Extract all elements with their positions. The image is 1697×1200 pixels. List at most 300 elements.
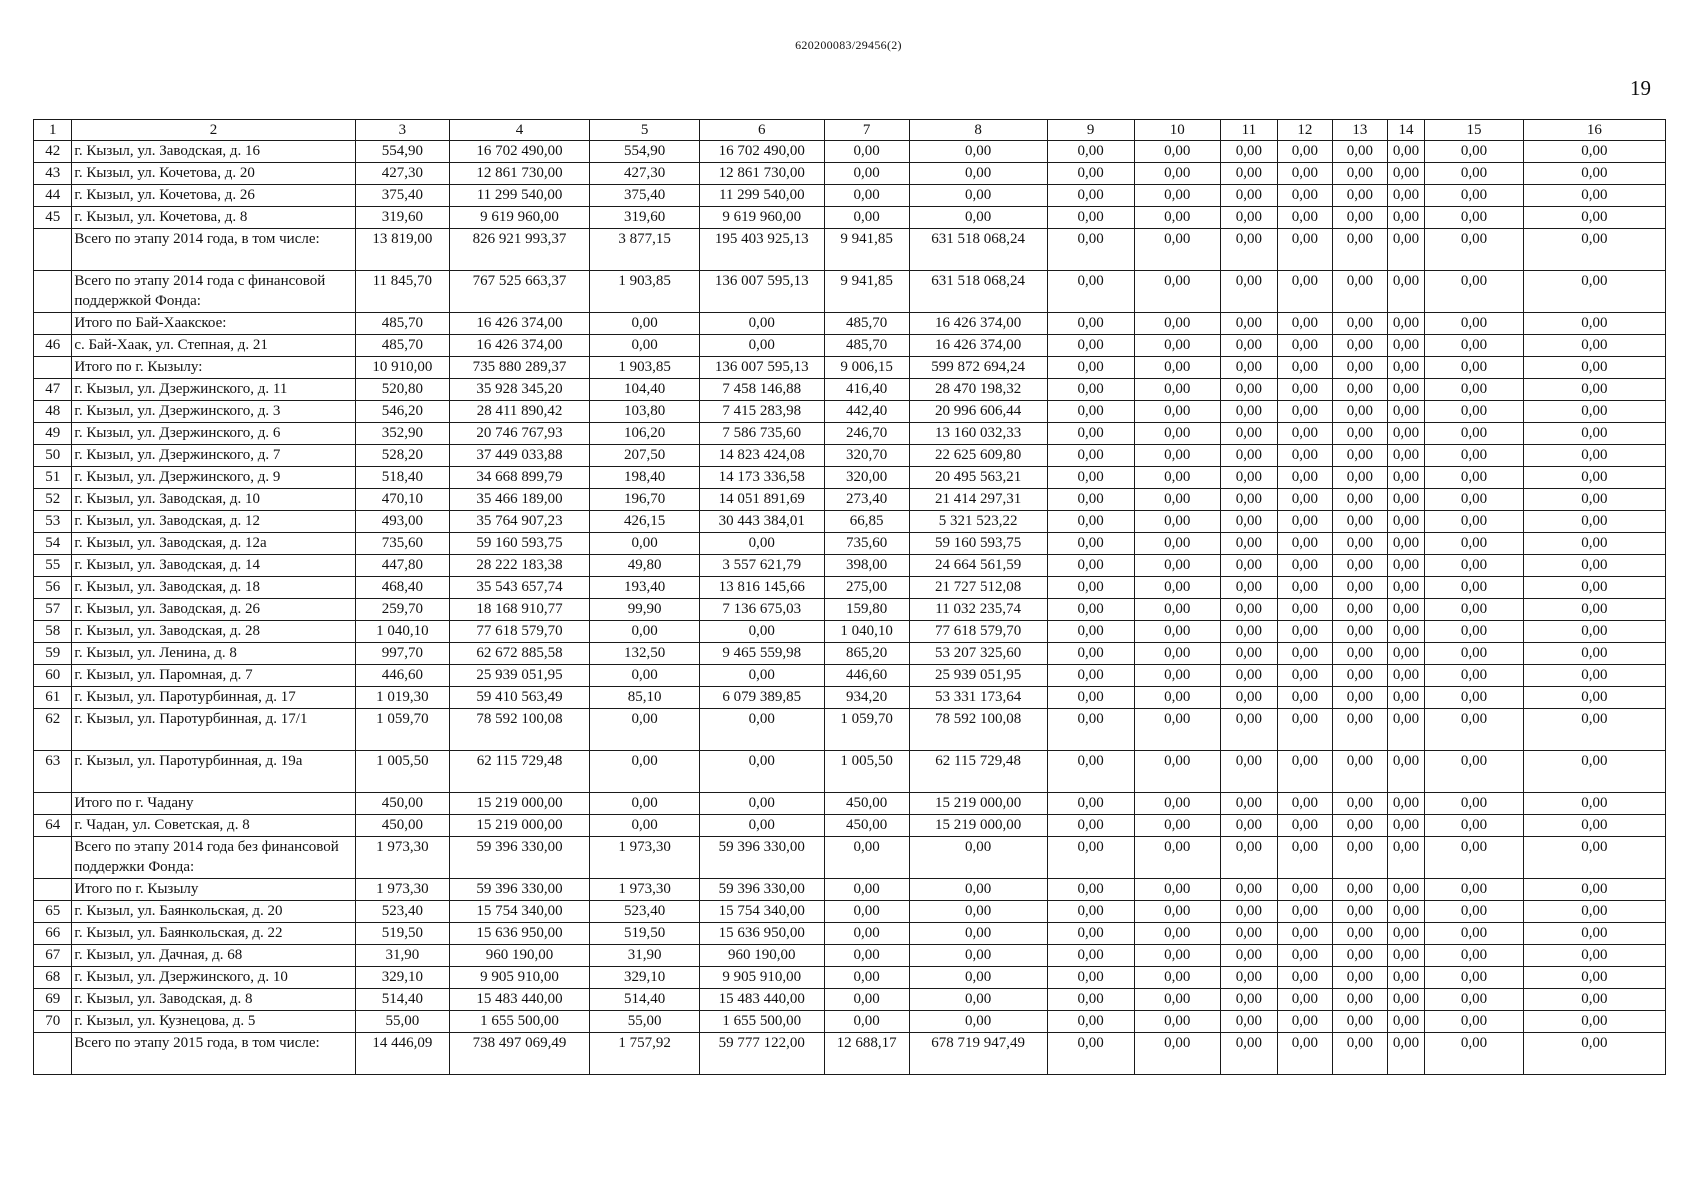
table-row: [34, 163, 1666, 185]
data-table: [33, 119, 1666, 1075]
value-cell: 0,00: [1134, 1033, 1220, 1075]
value-cell: 35 764 907,23: [450, 511, 590, 533]
row-number-cell: 43: [34, 163, 72, 185]
value-cell: 0,00: [1523, 665, 1665, 687]
value-cell: 735 880 289,37: [450, 357, 590, 379]
value-cell: 0,00: [1047, 879, 1134, 901]
value-cell: 1 059,70: [824, 709, 909, 751]
value-cell: 0,00: [1523, 445, 1665, 467]
value-cell: 0,00: [1425, 467, 1524, 489]
value-cell: 0,00: [1134, 665, 1220, 687]
value-cell: 14 173 336,58: [700, 467, 825, 489]
value-cell: 0,00: [824, 923, 909, 945]
value-cell: 0,00: [1387, 401, 1424, 423]
value-cell: 0,00: [1220, 489, 1277, 511]
table-row: [34, 901, 1666, 923]
value-cell: 0,00: [1523, 643, 1665, 665]
value-cell: 0,00: [1134, 1011, 1220, 1033]
value-cell: 0,00: [909, 923, 1047, 945]
value-cell: 0,00: [1332, 621, 1387, 643]
value-cell: 0,00: [1332, 599, 1387, 621]
value-cell: 0,00: [1277, 1011, 1332, 1033]
value-cell: 0,00: [1134, 271, 1220, 313]
value-cell: 0,00: [824, 185, 909, 207]
value-cell: 0,00: [1277, 207, 1332, 229]
value-cell: 0,00: [1047, 271, 1134, 313]
value-cell: 514,40: [355, 989, 449, 1011]
value-cell: 1 757,92: [590, 1033, 700, 1075]
address-cell: г. Кызыл, ул. Дзержинского, д. 10: [72, 967, 355, 989]
column-number-2: 2: [72, 120, 355, 141]
value-cell: 0,00: [1523, 379, 1665, 401]
value-cell: 0,00: [1332, 1033, 1387, 1075]
row-number-cell: [34, 357, 72, 379]
value-cell: 519,50: [355, 923, 449, 945]
value-cell: 1 019,30: [355, 687, 449, 709]
value-cell: 0,00: [1277, 401, 1332, 423]
value-cell: 0,00: [909, 837, 1047, 879]
value-cell: 0,00: [1134, 967, 1220, 989]
value-cell: 0,00: [1332, 423, 1387, 445]
value-cell: 0,00: [1523, 793, 1665, 815]
value-cell: 35 543 657,74: [450, 577, 590, 599]
value-cell: 0,00: [1134, 643, 1220, 665]
value-cell: 0,00: [1523, 837, 1665, 879]
address-cell: г. Кызыл, ул. Дзержинского, д. 3: [72, 401, 355, 423]
value-cell: 0,00: [590, 533, 700, 555]
value-cell: 554,90: [590, 141, 700, 163]
value-cell: 0,00: [1277, 945, 1332, 967]
row-number-cell: [34, 879, 72, 901]
value-cell: 104,40: [590, 379, 700, 401]
value-cell: 0,00: [1220, 837, 1277, 879]
table-body: [34, 141, 1666, 1075]
table-row: [34, 621, 1666, 643]
value-cell: 0,00: [1387, 599, 1424, 621]
value-cell: 1 005,50: [824, 751, 909, 793]
value-cell: 9 905 910,00: [700, 967, 825, 989]
value-cell: 35 928 345,20: [450, 379, 590, 401]
value-cell: 0,00: [1425, 1011, 1524, 1033]
value-cell: 62 115 729,48: [450, 751, 590, 793]
row-number-cell: 59: [34, 643, 72, 665]
row-number-cell: 56: [34, 577, 72, 599]
value-cell: 9 619 960,00: [700, 207, 825, 229]
table-row: [34, 1033, 1666, 1075]
value-cell: 0,00: [824, 967, 909, 989]
value-cell: 0,00: [1332, 511, 1387, 533]
value-cell: 7 415 283,98: [700, 401, 825, 423]
value-cell: 0,00: [1332, 185, 1387, 207]
value-cell: 0,00: [700, 335, 825, 357]
row-number-cell: 50: [34, 445, 72, 467]
row-number-cell: 64: [34, 815, 72, 837]
value-cell: 0,00: [1134, 621, 1220, 643]
value-cell: 0,00: [1134, 313, 1220, 335]
value-cell: 0,00: [1387, 577, 1424, 599]
value-cell: 15 483 440,00: [700, 989, 825, 1011]
value-cell: 132,50: [590, 643, 700, 665]
address-cell: г. Кызыл, ул. Паротурбинная, д. 19а: [72, 751, 355, 793]
address-cell: г. Кызыл, ул. Заводская, д. 12а: [72, 533, 355, 555]
address-cell: г. Кызыл, ул. Заводская, д. 18: [72, 577, 355, 599]
value-cell: 13 819,00: [355, 229, 449, 271]
table-row: [34, 401, 1666, 423]
value-cell: 0,00: [1277, 555, 1332, 577]
value-cell: 0,00: [1220, 357, 1277, 379]
value-cell: 1 903,85: [590, 357, 700, 379]
address-cell: г. Кызыл, ул. Дзержинского, д. 6: [72, 423, 355, 445]
value-cell: 485,70: [355, 313, 449, 335]
value-cell: 9 465 559,98: [700, 643, 825, 665]
column-number-13: 13: [1332, 120, 1387, 141]
value-cell: 0,00: [1220, 599, 1277, 621]
value-cell: 21 727 512,08: [909, 577, 1047, 599]
value-cell: 0,00: [1047, 357, 1134, 379]
table-row: [34, 313, 1666, 335]
value-cell: 0,00: [1387, 709, 1424, 751]
value-cell: 78 592 100,08: [909, 709, 1047, 751]
value-cell: 0,00: [1277, 967, 1332, 989]
value-cell: 375,40: [355, 185, 449, 207]
value-cell: 0,00: [1523, 621, 1665, 643]
value-cell: 3 877,15: [590, 229, 700, 271]
value-cell: 0,00: [700, 665, 825, 687]
value-cell: 446,60: [824, 665, 909, 687]
value-cell: 0,00: [1523, 401, 1665, 423]
value-cell: 0,00: [1332, 141, 1387, 163]
value-cell: 0,00: [1220, 185, 1277, 207]
value-cell: 273,40: [824, 489, 909, 511]
value-cell: 0,00: [1047, 1011, 1134, 1033]
value-cell: 0,00: [1220, 533, 1277, 555]
row-number-cell: 61: [34, 687, 72, 709]
value-cell: 0,00: [1425, 989, 1524, 1011]
value-cell: 0,00: [1220, 577, 1277, 599]
value-cell: 0,00: [1277, 643, 1332, 665]
value-cell: 0,00: [1523, 467, 1665, 489]
column-number-8: 8: [909, 120, 1047, 141]
value-cell: 0,00: [1332, 533, 1387, 555]
value-cell: 59 396 330,00: [450, 837, 590, 879]
table-row: [34, 445, 1666, 467]
row-number-cell: [34, 313, 72, 335]
value-cell: 0,00: [1134, 423, 1220, 445]
table-row: [34, 665, 1666, 687]
value-cell: 0,00: [1047, 489, 1134, 511]
row-number-cell: [34, 793, 72, 815]
value-cell: 0,00: [1523, 577, 1665, 599]
column-number-5: 5: [590, 120, 700, 141]
value-cell: 0,00: [1134, 837, 1220, 879]
table-row: [34, 793, 1666, 815]
value-cell: 0,00: [1523, 815, 1665, 837]
value-cell: 0,00: [1425, 141, 1524, 163]
value-cell: 523,40: [355, 901, 449, 923]
value-cell: 28 411 890,42: [450, 401, 590, 423]
value-cell: 0,00: [1134, 335, 1220, 357]
table-row: [34, 511, 1666, 533]
value-cell: 24 664 561,59: [909, 555, 1047, 577]
row-number-cell: 67: [34, 945, 72, 967]
value-cell: 0,00: [1220, 643, 1277, 665]
value-cell: 7 458 146,88: [700, 379, 825, 401]
value-cell: 0,00: [1277, 335, 1332, 357]
value-cell: 514,40: [590, 989, 700, 1011]
value-cell: 7 586 735,60: [700, 423, 825, 445]
value-cell: 0,00: [590, 709, 700, 751]
value-cell: 59 777 122,00: [700, 1033, 825, 1075]
value-cell: 0,00: [1134, 511, 1220, 533]
value-cell: 546,20: [355, 401, 449, 423]
value-cell: 85,10: [590, 687, 700, 709]
value-cell: 767 525 663,37: [450, 271, 590, 313]
value-cell: 0,00: [824, 989, 909, 1011]
value-cell: 0,00: [1332, 751, 1387, 793]
value-cell: 16 426 374,00: [909, 313, 1047, 335]
value-cell: 0,00: [1332, 879, 1387, 901]
value-cell: 426,15: [590, 511, 700, 533]
value-cell: 0,00: [1387, 989, 1424, 1011]
value-cell: 0,00: [1277, 467, 1332, 489]
value-cell: 0,00: [1047, 445, 1134, 467]
value-cell: 320,00: [824, 467, 909, 489]
table-row: [34, 837, 1666, 879]
value-cell: 0,00: [1047, 709, 1134, 751]
value-cell: 468,40: [355, 577, 449, 599]
table-row: [34, 1011, 1666, 1033]
value-cell: 0,00: [1523, 533, 1665, 555]
value-cell: 0,00: [1047, 229, 1134, 271]
value-cell: 12 861 730,00: [700, 163, 825, 185]
address-cell: г. Кызыл, ул. Заводская, д. 14: [72, 555, 355, 577]
value-cell: 0,00: [1134, 709, 1220, 751]
row-number-cell: [34, 229, 72, 271]
value-cell: 0,00: [824, 207, 909, 229]
value-cell: 59 410 563,49: [450, 687, 590, 709]
value-cell: 0,00: [1277, 379, 1332, 401]
value-cell: 14 823 424,08: [700, 445, 825, 467]
value-cell: 0,00: [1134, 687, 1220, 709]
value-cell: 398,00: [824, 555, 909, 577]
value-cell: 0,00: [1220, 709, 1277, 751]
value-cell: 375,40: [590, 185, 700, 207]
value-cell: 0,00: [1047, 945, 1134, 967]
column-number-7: 7: [824, 120, 909, 141]
value-cell: 0,00: [1047, 1033, 1134, 1075]
value-cell: 0,00: [1277, 665, 1332, 687]
value-cell: 18 168 910,77: [450, 599, 590, 621]
value-cell: 0,00: [1387, 185, 1424, 207]
value-cell: 0,00: [590, 335, 700, 357]
value-cell: 427,30: [355, 163, 449, 185]
value-cell: 450,00: [355, 815, 449, 837]
value-cell: 0,00: [1332, 207, 1387, 229]
value-cell: 0,00: [1523, 271, 1665, 313]
value-cell: 1 059,70: [355, 709, 449, 751]
value-cell: 15 219 000,00: [909, 815, 1047, 837]
value-cell: 738 497 069,49: [450, 1033, 590, 1075]
column-number-14: 14: [1387, 120, 1424, 141]
column-number-row: [34, 120, 1666, 141]
value-cell: 77 618 579,70: [909, 621, 1047, 643]
value-cell: 35 466 189,00: [450, 489, 590, 511]
value-cell: 15 219 000,00: [450, 815, 590, 837]
value-cell: 9 905 910,00: [450, 967, 590, 989]
value-cell: 0,00: [1220, 163, 1277, 185]
value-cell: 0,00: [1134, 901, 1220, 923]
value-cell: 0,00: [1332, 229, 1387, 271]
value-cell: 0,00: [1277, 837, 1332, 879]
value-cell: 320,70: [824, 445, 909, 467]
value-cell: 0,00: [1425, 923, 1524, 945]
value-cell: 15 483 440,00: [450, 989, 590, 1011]
value-cell: 0,00: [700, 815, 825, 837]
address-cell: г. Кызыл, ул. Паротурбинная, д. 17: [72, 687, 355, 709]
value-cell: 0,00: [909, 163, 1047, 185]
value-cell: 0,00: [1387, 207, 1424, 229]
value-cell: 0,00: [1387, 751, 1424, 793]
value-cell: 997,70: [355, 643, 449, 665]
value-cell: 0,00: [1220, 1033, 1277, 1075]
table-row: [34, 643, 1666, 665]
value-cell: 0,00: [1387, 379, 1424, 401]
value-cell: 0,00: [1134, 467, 1220, 489]
value-cell: 520,80: [355, 379, 449, 401]
value-cell: 10 910,00: [355, 357, 449, 379]
value-cell: 0,00: [1134, 599, 1220, 621]
value-cell: 735,60: [824, 533, 909, 555]
value-cell: 0,00: [1134, 945, 1220, 967]
value-cell: 0,00: [1332, 357, 1387, 379]
value-cell: 485,70: [355, 335, 449, 357]
value-cell: 0,00: [1332, 313, 1387, 335]
value-cell: 631 518 068,24: [909, 229, 1047, 271]
column-number-10: 10: [1134, 120, 1220, 141]
value-cell: 0,00: [1332, 989, 1387, 1011]
value-cell: 352,90: [355, 423, 449, 445]
row-number-cell: 46: [34, 335, 72, 357]
value-cell: 15 219 000,00: [909, 793, 1047, 815]
value-cell: 0,00: [1134, 379, 1220, 401]
row-number-cell: 55: [34, 555, 72, 577]
value-cell: 0,00: [1134, 445, 1220, 467]
value-cell: 31,90: [355, 945, 449, 967]
value-cell: 0,00: [1332, 967, 1387, 989]
value-cell: 0,00: [1523, 423, 1665, 445]
value-cell: 0,00: [909, 945, 1047, 967]
value-cell: 0,00: [1047, 555, 1134, 577]
value-cell: 0,00: [824, 163, 909, 185]
row-number-cell: 52: [34, 489, 72, 511]
row-number-cell: 70: [34, 1011, 72, 1033]
value-cell: 0,00: [1047, 967, 1134, 989]
value-cell: 1 655 500,00: [450, 1011, 590, 1033]
value-cell: 0,00: [1277, 709, 1332, 751]
value-cell: 0,00: [1387, 1033, 1424, 1075]
value-cell: 0,00: [1387, 901, 1424, 923]
value-cell: 0,00: [1220, 687, 1277, 709]
value-cell: 0,00: [1387, 687, 1424, 709]
value-cell: 0,00: [1332, 793, 1387, 815]
value-cell: 0,00: [1425, 313, 1524, 335]
table-row: [34, 989, 1666, 1011]
value-cell: 0,00: [1047, 923, 1134, 945]
value-cell: 0,00: [1332, 687, 1387, 709]
value-cell: 1 973,30: [590, 837, 700, 879]
value-cell: 14 051 891,69: [700, 489, 825, 511]
value-cell: 0,00: [1277, 423, 1332, 445]
value-cell: 0,00: [824, 945, 909, 967]
value-cell: 0,00: [1277, 533, 1332, 555]
value-cell: 0,00: [1134, 141, 1220, 163]
value-cell: 0,00: [1047, 687, 1134, 709]
value-cell: 0,00: [1425, 357, 1524, 379]
value-cell: 0,00: [1134, 163, 1220, 185]
value-cell: 34 668 899,79: [450, 467, 590, 489]
value-cell: 0,00: [1387, 423, 1424, 445]
value-cell: 31,90: [590, 945, 700, 967]
value-cell: 0,00: [1332, 401, 1387, 423]
value-cell: 55,00: [355, 1011, 449, 1033]
value-cell: 0,00: [1523, 489, 1665, 511]
value-cell: 207,50: [590, 445, 700, 467]
value-cell: 0,00: [1425, 621, 1524, 643]
column-number-11: 11: [1220, 120, 1277, 141]
value-cell: 678 719 947,49: [909, 1033, 1047, 1075]
value-cell: 0,00: [1277, 445, 1332, 467]
value-cell: 0,00: [1387, 445, 1424, 467]
value-cell: 0,00: [1332, 577, 1387, 599]
value-cell: 0,00: [1332, 467, 1387, 489]
value-cell: 0,00: [909, 879, 1047, 901]
row-number-cell: 54: [34, 533, 72, 555]
value-cell: 0,00: [1523, 185, 1665, 207]
value-cell: 0,00: [1523, 687, 1665, 709]
address-cell: г. Кызыл, ул. Заводская, д. 16: [72, 141, 355, 163]
value-cell: 25 939 051,95: [909, 665, 1047, 687]
value-cell: 599 872 694,24: [909, 357, 1047, 379]
value-cell: 0,00: [1425, 401, 1524, 423]
value-cell: 0,00: [1277, 313, 1332, 335]
value-cell: 28 470 198,32: [909, 379, 1047, 401]
value-cell: 0,00: [1332, 665, 1387, 687]
value-cell: 319,60: [355, 207, 449, 229]
value-cell: 0,00: [1047, 141, 1134, 163]
value-cell: 0,00: [1387, 665, 1424, 687]
table-row: [34, 533, 1666, 555]
value-cell: 0,00: [700, 533, 825, 555]
value-cell: 0,00: [1425, 643, 1524, 665]
value-cell: 0,00: [1047, 335, 1134, 357]
value-cell: 0,00: [1277, 923, 1332, 945]
value-cell: 0,00: [1047, 901, 1134, 923]
table-row: [34, 967, 1666, 989]
value-cell: 0,00: [1387, 467, 1424, 489]
value-cell: 0,00: [1134, 577, 1220, 599]
value-cell: 12 861 730,00: [450, 163, 590, 185]
column-number-15: 15: [1425, 120, 1524, 141]
table-row: [34, 923, 1666, 945]
value-cell: 195 403 925,13: [700, 229, 825, 271]
table-row: [34, 945, 1666, 967]
table-row: [34, 687, 1666, 709]
address-cell: Всего по этапу 2014 года без финансовой поддержки Фонда:: [72, 837, 355, 879]
value-cell: 0,00: [1220, 665, 1277, 687]
value-cell: 0,00: [1277, 621, 1332, 643]
value-cell: 0,00: [1047, 423, 1134, 445]
value-cell: 0,00: [1134, 489, 1220, 511]
